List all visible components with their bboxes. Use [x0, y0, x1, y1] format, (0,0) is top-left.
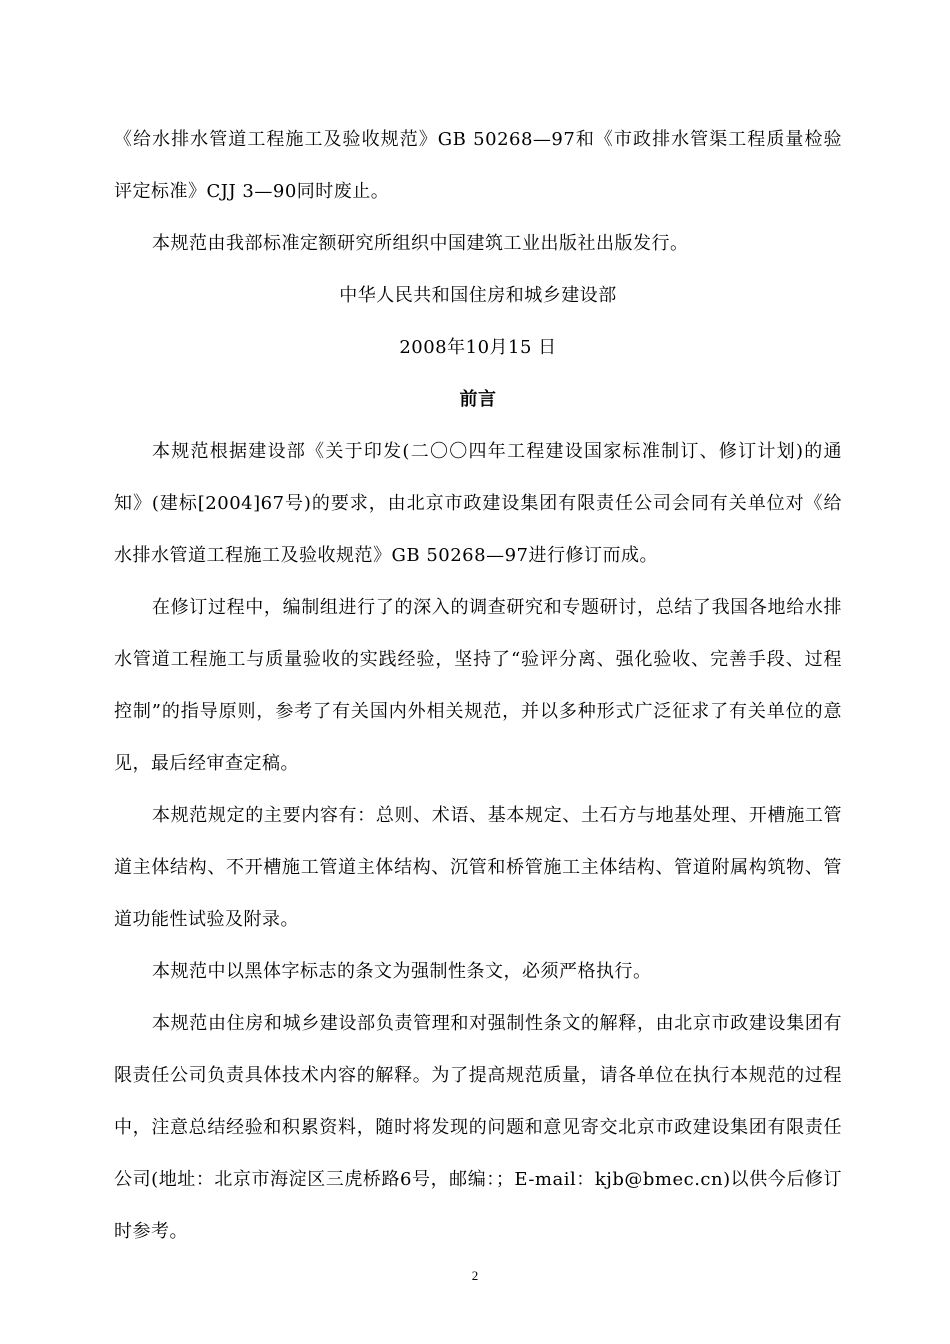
foreword-paragraph-5: 本规范由住房和城乡建设部负责管理和对强制性条文的解释，由北京市政建设集团有限责任公司负责具体技术内容的解释。为了提高规范质量，请各单位在执行本规范的过程中，注意总结经验和积累资料，随时将发现的问题和意见寄交北京市政建设集团有限责任公司(地址：北京市海淀区三虎桥路6号，邮编：；E-mail：kjb@bmec.cn)以供今后修订时参考。: [114, 1013, 842, 1242]
continuation-paragraph: 《给水排水管道工程施工及验收规范》GB 50268—97和《市政排水管渠工程质量检验评定标准》CJJ 3—90同时废止。: [114, 129, 842, 202]
foreword-paragraph-1: 本规范根据建设部《关于印发(二〇〇四年工程建设国家标准制订、修订计划)的通知》(建标[2004]67号)的要求，由北京市政建设集团有限责任公司会同有关单位对《给水排水管道工程施工及验收规范》GB 50268—97进行修订而成。: [114, 441, 842, 566]
issuer-line: 中华人民共和国住房和城乡建设部: [339, 285, 617, 306]
foreword-paragraph-4: 本规范中以黑体字标志的条文为强制性条文，必须严格执行。: [152, 961, 652, 982]
foreword-paragraph-3: 本规范规定的主要内容有：总则、术语、基本规定、土石方与地基处理、开槽施工管道主体结构、不开槽施工管道主体结构、沉管和桥管施工主体结构、管道附属构筑物、管道功能性试验及附录。: [114, 805, 842, 930]
issue-date: 2008年10月15 日: [399, 337, 557, 358]
foreword-heading: 前言: [459, 389, 497, 410]
page-number: 2: [471, 1268, 479, 1283]
document-body: [114, 114, 842, 1258]
publisher-paragraph: 本规范由我部标准定额研究所组织中国建筑工业出版社出版发行。: [152, 233, 689, 254]
foreword-paragraph-2: 在修订过程中，编制组进行了的深入的调查研究和专题研讨，总结了我国各地给水排水管道工程施工与质量验收的实践经验，坚持了“验评分离、强化验收、完善手段、过程控制”的指导原则，参考了有关国内外相关规范，并以多种形式广泛征求了有关单位的意见，最后经审查定稿。: [114, 597, 842, 774]
